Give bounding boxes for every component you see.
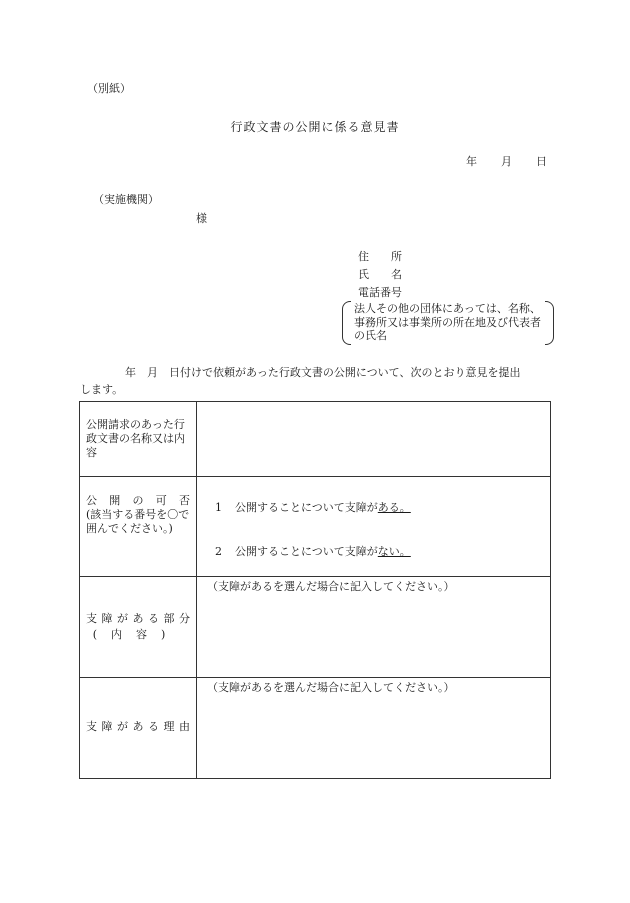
obstacle-reason-label-cell bbox=[80, 678, 197, 779]
option-1-number[interactable]: 1 bbox=[215, 501, 222, 514]
option-2-emphasis: ない。 bbox=[377, 545, 411, 558]
date-year-label: 年 bbox=[466, 155, 477, 168]
option-2-text: 公開することについて支障が bbox=[235, 545, 378, 558]
option-no-obstacle[interactable] bbox=[215, 543, 411, 559]
option-2-number[interactable]: 2 bbox=[215, 545, 222, 558]
document-title: 行政文書の公開に係る意見書 bbox=[230, 120, 400, 134]
document-name-label-cell bbox=[80, 402, 197, 477]
disclosure-options-cell bbox=[197, 477, 551, 577]
recipient-org-label: （実施機関） bbox=[93, 193, 159, 206]
table-row-document bbox=[80, 402, 551, 477]
obstacle-part-label-line2: (内容) bbox=[92, 628, 180, 641]
option-has-obstacle[interactable] bbox=[215, 499, 411, 515]
obstacle-reason-label: 支障がある理由 bbox=[86, 720, 190, 733]
date-day-label: 日 bbox=[536, 155, 547, 168]
option-1-emphasis: ある。 bbox=[377, 501, 411, 514]
obstacle-part-note: （支障があるを選んだ場合に記入してください。） bbox=[207, 580, 455, 593]
obstacle-part-label-line1: 支障がある部分 bbox=[86, 612, 190, 625]
corporation-note: 法人その他の団体にあっては、名称、事務所又は事業所の所在地及び代表者の氏名 bbox=[354, 302, 541, 342]
disclosure-label-line2: (該当する番号を〇で囲んでください。) bbox=[86, 508, 190, 535]
table-row-disclosure bbox=[80, 477, 551, 577]
opinion-table bbox=[79, 401, 551, 779]
document-name-label: 公開請求のあった行政文書の名称又は内容 bbox=[86, 418, 185, 459]
name-label: 氏 名 bbox=[358, 268, 402, 281]
table-row-obstacle-reason bbox=[80, 678, 551, 779]
table-row-obstacle-part bbox=[80, 577, 551, 678]
disclosure-label-line1: 公開の可否 bbox=[86, 494, 190, 507]
obstacle-part-label-cell bbox=[80, 577, 197, 678]
date-month-label: 月 bbox=[501, 155, 512, 168]
corporation-note-bracket bbox=[342, 301, 554, 343]
left-bracket bbox=[342, 301, 351, 345]
option-1-text: 公開することについて支障が bbox=[235, 501, 378, 514]
obstacle-part-field[interactable] bbox=[197, 577, 551, 678]
attachment-label: （別紙） bbox=[87, 82, 131, 95]
intro-line-2: します。 bbox=[80, 383, 124, 396]
phone-label: 電話番号 bbox=[358, 286, 402, 299]
address-label: 住 所 bbox=[358, 250, 402, 263]
intro-line-1: 年 月 日付けで依頼があった行政文書の公開について、次のとおり意見を提出 bbox=[125, 366, 521, 379]
right-bracket bbox=[545, 301, 554, 345]
document-name-field[interactable] bbox=[197, 402, 551, 477]
obstacle-reason-note: （支障があるを選んだ場合に記入してください。） bbox=[207, 681, 455, 694]
obstacle-reason-field[interactable] bbox=[197, 678, 551, 779]
recipient-honorific: 様 bbox=[196, 212, 207, 225]
disclosure-label-cell bbox=[80, 477, 197, 577]
